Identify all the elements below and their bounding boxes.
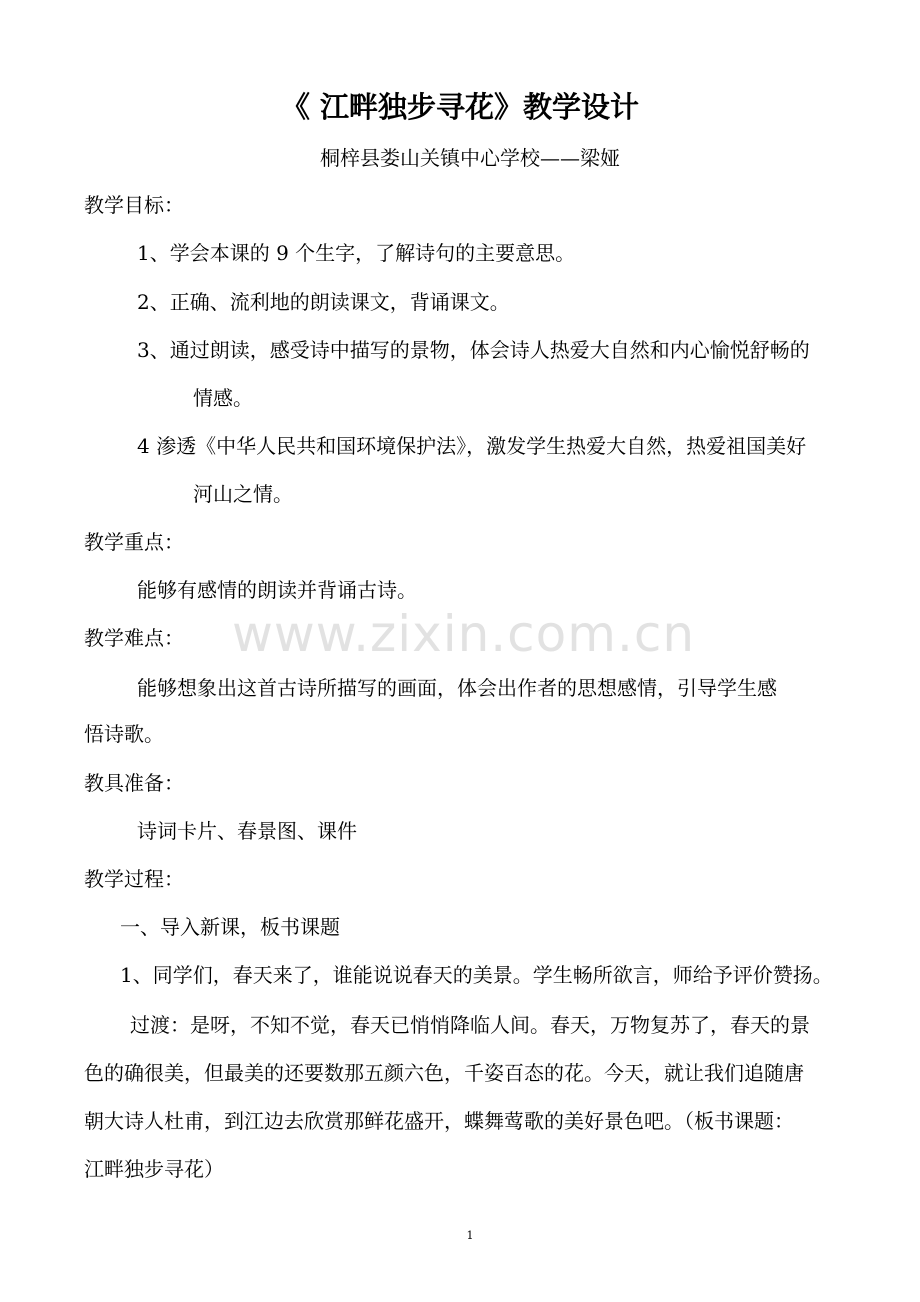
materials-text: 诗词卡片、春景图、课件 — [137, 819, 357, 843]
watermark: www.zixin.com.cn — [232, 605, 696, 663]
objectives-heading: 教学目标： — [84, 193, 184, 217]
materials-heading: 教具准备： — [84, 771, 184, 795]
objective-item-3: 3、通过朗读，感受诗中描写的景物，体会诗人热爱大自然和内心愉悦舒畅的 — [137, 338, 810, 362]
objective-item-4-continued: 河山之情。 — [193, 482, 293, 506]
process-step-1-item: 1、同学们，春天来了，谁能说说春天的美景。学生畅所欲言，师给予评价赞扬。 — [120, 963, 833, 987]
transition-paragraph-line-2: 色的确很美，但最美的还要数那五颜六色，千姿百态的花。今天，就让我们追随唐 — [84, 1061, 804, 1085]
objective-item-1: 1、学会本课的 9 个生字，了解诗句的主要意思。 — [137, 241, 576, 265]
document-title: 《 江畔独步寻花》教学设计 — [280, 90, 640, 124]
difficulties-heading: 教学难点： — [84, 626, 184, 650]
process-step-1-title: 一、导入新课，板书课题 — [120, 915, 340, 939]
objective-item-4: 4 渗透《中华人民共和国环境保护法》，激发学生热爱大自然，热爱祖国美好 — [137, 434, 807, 458]
key-points-text: 能够有感情的朗读并背诵古诗。 — [137, 578, 417, 602]
transition-paragraph: 过渡：是呀，不知不觉，春天已悄悄降临人间。春天，万物复苏了，春天的景 — [130, 1013, 810, 1037]
difficulties-text-continued: 悟诗歌。 — [84, 722, 164, 746]
page-number: 1 — [466, 1229, 474, 1242]
objective-item-2: 2、正确、流利地的朗读课文，背诵课文。 — [137, 290, 510, 314]
transition-paragraph-line-3: 朝大诗人杜甫，到江边去欣赏那鲜花盛开，蝶舞莺歌的美好景色吧。（板书课题： — [84, 1109, 794, 1133]
key-points-heading: 教学重点： — [84, 530, 184, 554]
document-author: 桐梓县娄山关镇中心学校——梁娅 — [320, 146, 620, 170]
process-heading: 教学过程： — [84, 867, 184, 891]
difficulties-text: 能够想象出这首古诗所描写的画面，体会出作者的思想感情，引导学生感 — [137, 676, 777, 700]
transition-paragraph-line-4: 江畔独步寻花） — [84, 1157, 224, 1181]
objective-item-3-continued: 情感。 — [193, 386, 253, 410]
